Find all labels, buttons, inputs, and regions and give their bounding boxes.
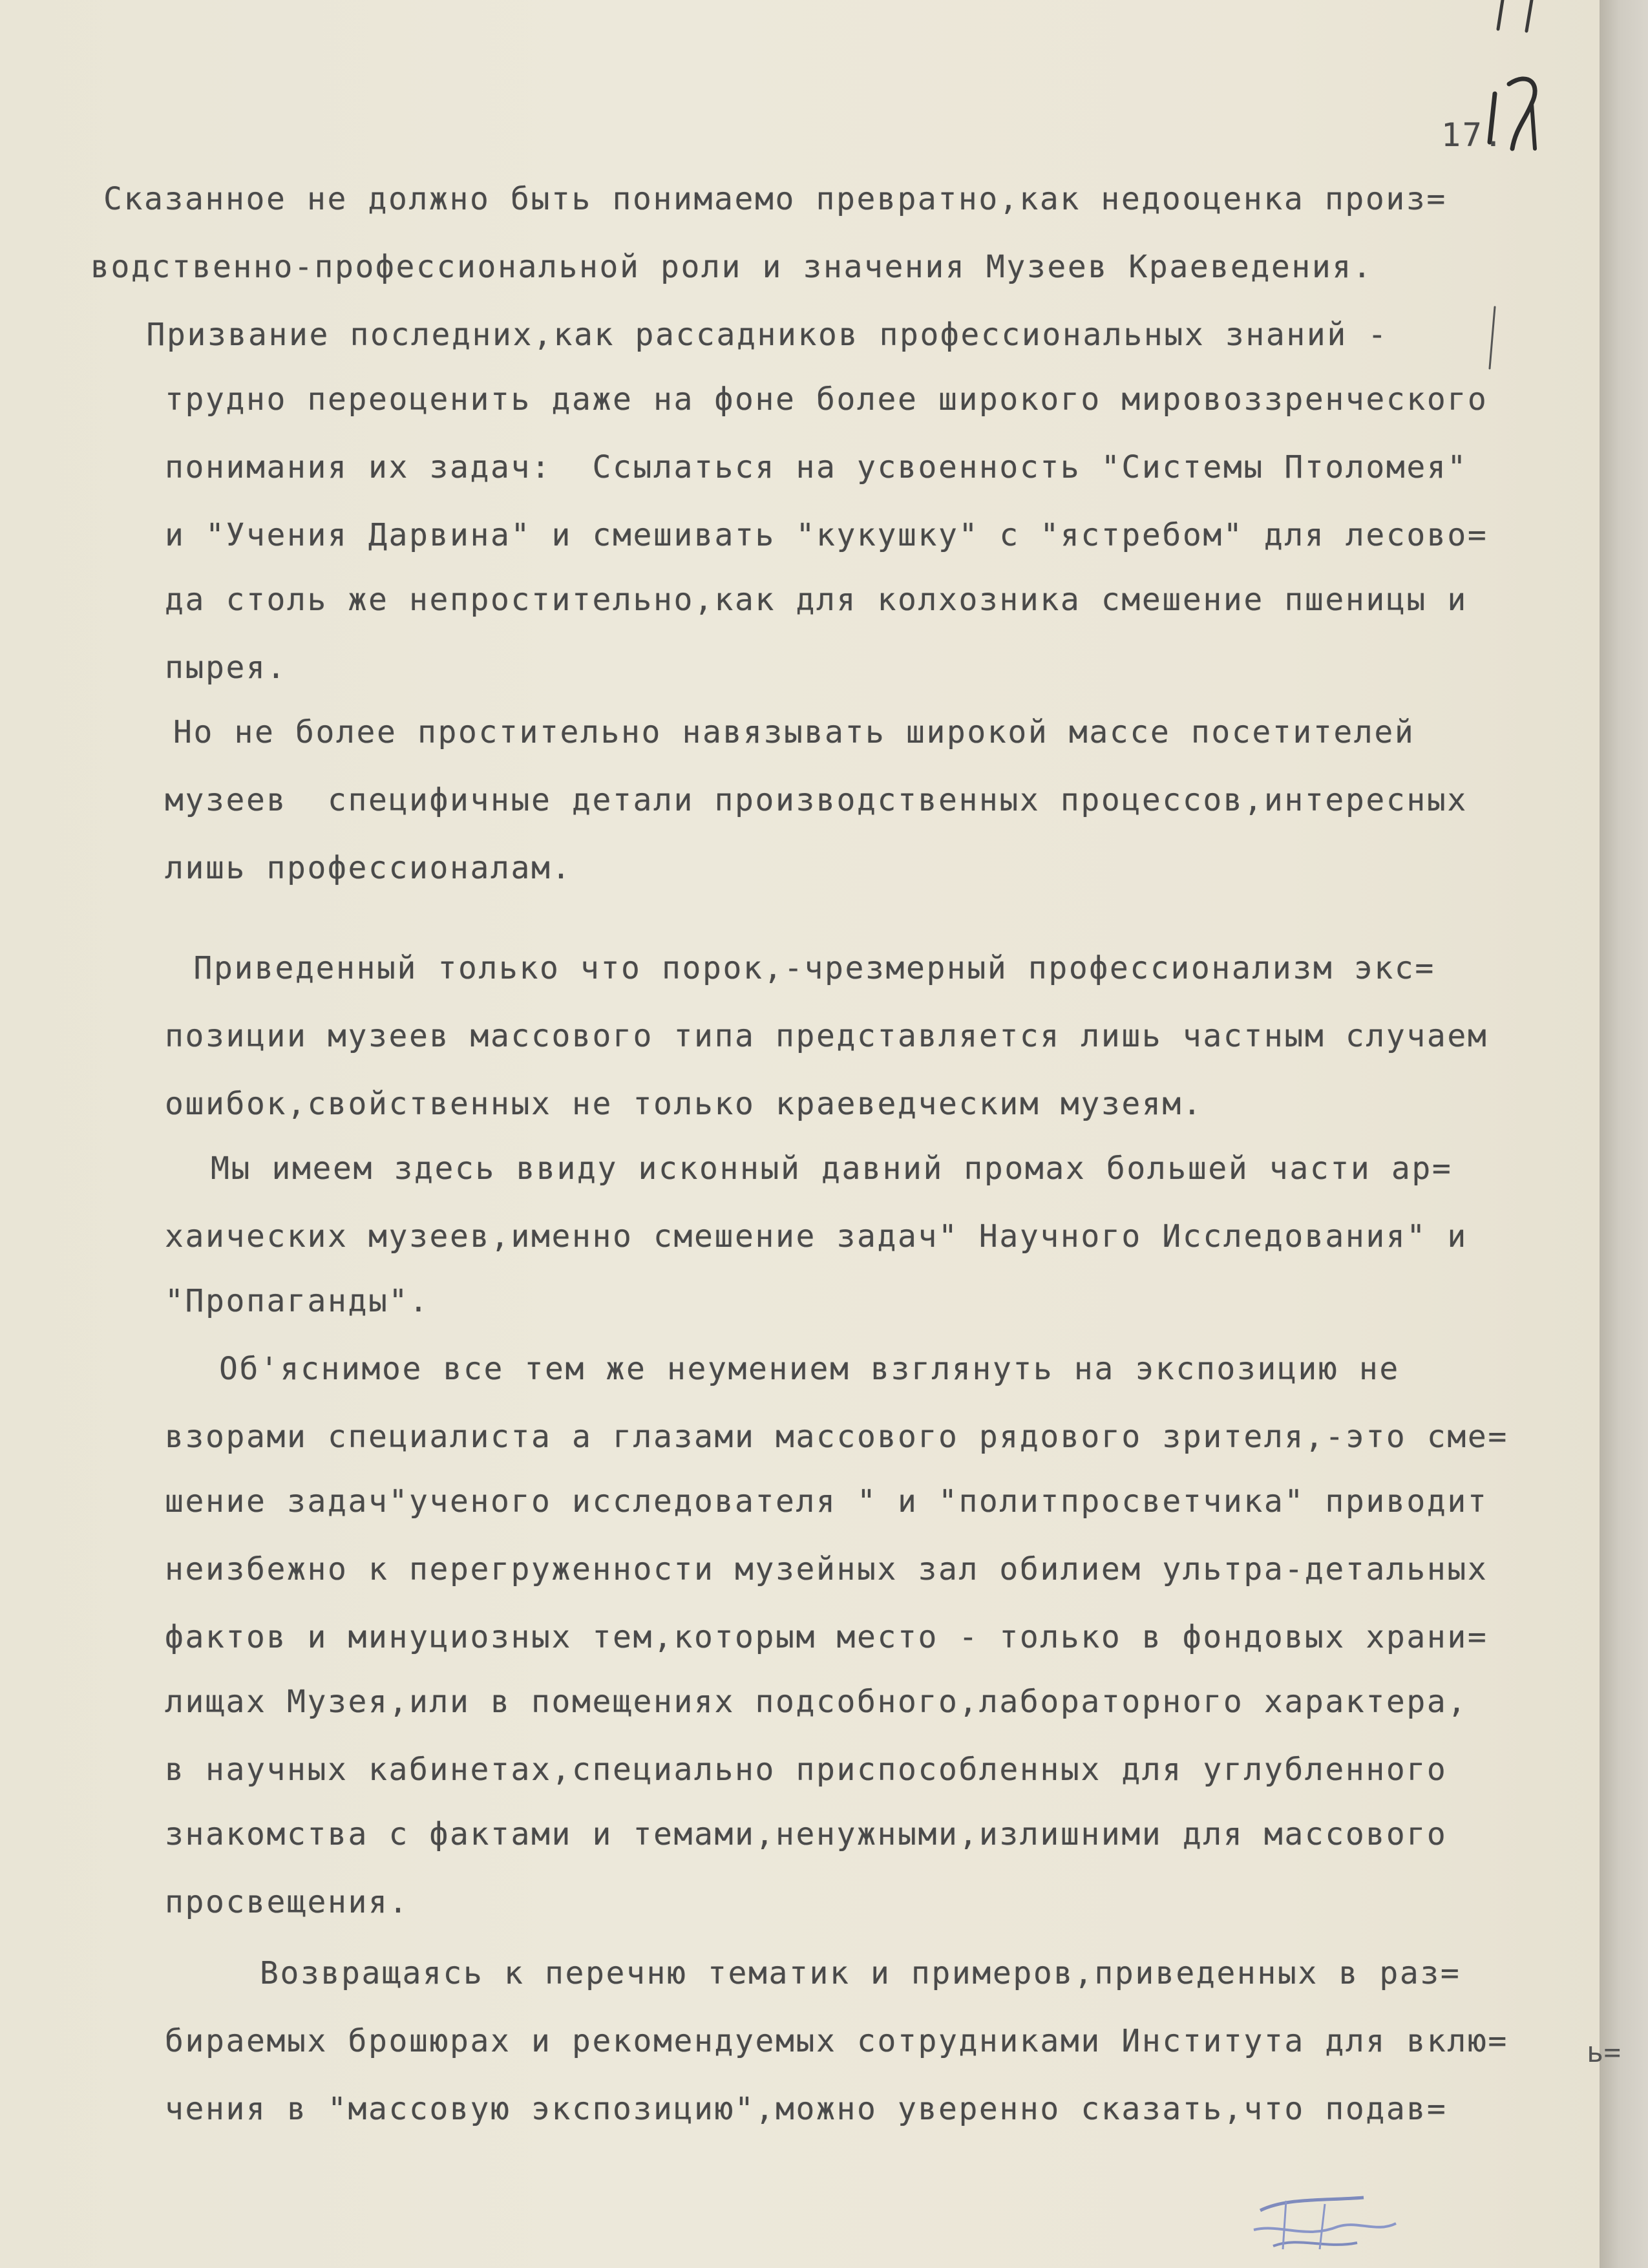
text-line: водственно-профессиональной роли и значения Музеев Краеведения.: [90, 249, 1373, 285]
text-line: Возвращаясь к перечню тематик и примеров,приведенных в раз=: [97, 1955, 1461, 1991]
text-line: хаических музеев,именно смешение задач" Научного Исследования" и: [165, 1218, 1468, 1255]
text-line: понимания их задач: Ссылаться на усвоенность "Системы Птоломея": [165, 449, 1468, 485]
text-line: трудно переоценить даже на фоне более широкого мировоззренческого: [165, 381, 1488, 418]
text-line: Сказанное не должно быть понимаемо превратно,как недооценка произ=: [103, 181, 1447, 217]
text-line: фактов и минуциозных тем,которым место - только в фондовых храни=: [165, 1619, 1488, 1655]
text-line: да столь же непростительно,как для колхозника смешение пшеницы и: [165, 582, 1468, 618]
text-line: и "Учения Дарвина" и смешивать "кукушку" с "ястребом" для лесово=: [165, 517, 1488, 553]
text-line: неизбежно к перегруженности музейных зал обилием ультра-детальных: [165, 1551, 1488, 1587]
text-line: ошибок,свойственных не только краеведческим музеям.: [165, 1086, 1203, 1122]
text-line: в научных кабинетах,специально приспособленных для углубленного: [165, 1752, 1448, 1788]
text-line: знакомства с фактами и темами,ненужными,излишними для массового: [165, 1816, 1448, 1852]
page-number: 17.: [1441, 116, 1505, 154]
text-line: музеев специфичные детали производственных процессов,интересных: [165, 782, 1468, 818]
text-line: Мы имеем здесь ввиду исконный давний промах большей части ар=: [129, 1150, 1453, 1187]
text-line: позиции музеев массового типа представляется лишь частным случаем: [165, 1018, 1488, 1054]
text-line: пырея.: [165, 650, 287, 686]
text-line: лищах Музея,или в помещениях подсобного,лабораторного характера,: [165, 1684, 1468, 1720]
text-line: Призвание последних,как рассадников профессиональных знаний -: [126, 317, 1388, 353]
text-line: Но не более простительно навязывать широкой массе посетителей: [132, 714, 1415, 750]
text-line: Об'яснимое все тем же неумением взглянуть на экспозицию не: [97, 1351, 1400, 1387]
page-edge-background: [1600, 0, 1648, 2268]
text-line: просвещения.: [165, 1884, 409, 1920]
text-line: бираемых брошюрах и рекомендуемых сотрудниками Института для вклю=: [165, 2023, 1508, 2059]
text-line: чения в "массовую экспозицию",можно уверенно сказать,что подав=: [165, 2091, 1448, 2127]
text-line: шение задач"ученого исследователя " и "политпросветчика" приводит: [165, 1483, 1488, 1520]
text-line: лишь профессионалам.: [165, 850, 572, 886]
text-line: взорами специалиста а глазами массового рядового зрителя,-это сме=: [165, 1419, 1508, 1455]
adjacent-page-fragment: ь=: [1587, 2036, 1621, 2069]
text-line: Приведенный только что порок,-чрезмерный профессионализм экс=: [132, 950, 1435, 986]
text-line: "Пропаганды".: [165, 1283, 430, 1319]
ink-stamp-mark: [1247, 2185, 1402, 2256]
